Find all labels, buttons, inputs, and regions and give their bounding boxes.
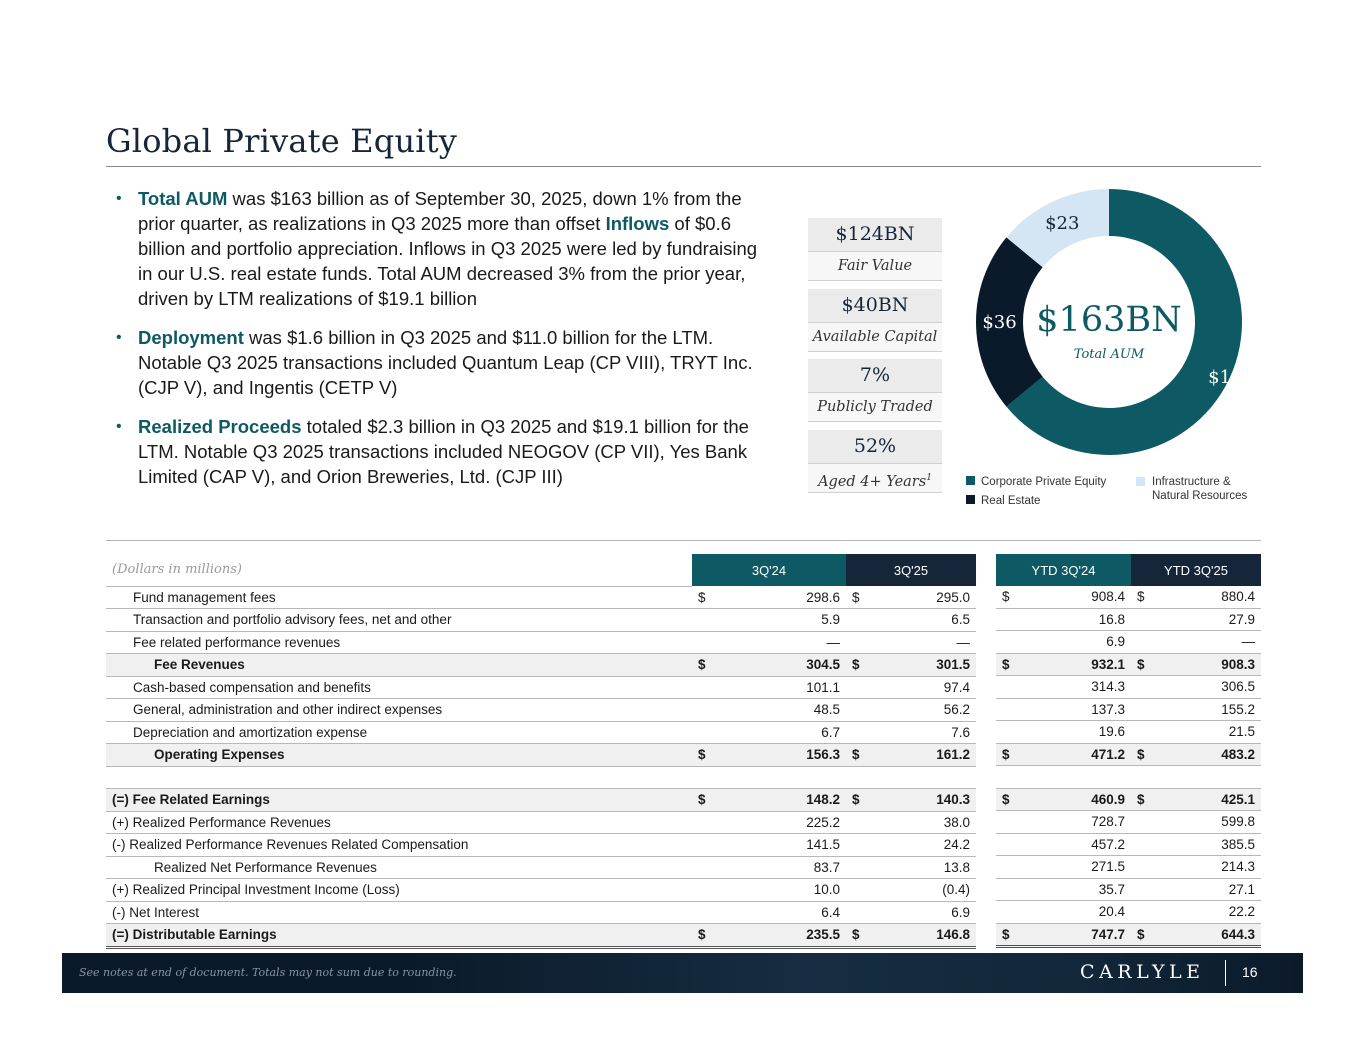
cell-value: 38.0 [870, 811, 976, 834]
bullet-dot-icon: • [116, 329, 122, 346]
stat-label: Fair Value [808, 251, 942, 281]
cell-value: 298.6 [716, 586, 846, 609]
cell-value: 225.2 [716, 811, 846, 834]
cell-value: 301.5 [870, 654, 976, 677]
table-row [106, 789, 976, 812]
bullet-aum [114, 186, 774, 311]
currency-symbol [846, 901, 870, 924]
stat-available-capital [808, 289, 942, 352]
table-row [106, 744, 976, 767]
table-row [996, 698, 1261, 721]
table-row [996, 833, 1261, 856]
bullet-text: was $163 billion as of September 30, 2025, down 1% from the prior quarter, as realizations in Q3 2025 more than offset [138, 188, 742, 234]
title-divider [106, 166, 1261, 167]
aum-donut-chart [950, 180, 1270, 460]
currency-symbol [692, 879, 716, 902]
carlyle-logo: CARLYLE [1080, 961, 1205, 983]
table-row [106, 609, 976, 632]
currency-symbol: $ [996, 653, 1020, 676]
currency-symbol [846, 834, 870, 857]
cell-value: 483.2 [1155, 743, 1261, 766]
donut-segment-label: $105 [1208, 367, 1254, 388]
cell-value [716, 766, 846, 789]
table-row [996, 586, 1261, 608]
currency-symbol [996, 676, 1020, 699]
currency-symbol: $ [846, 924, 870, 948]
cell-value: 148.2 [716, 789, 846, 812]
cell-value: 314.3 [1020, 676, 1131, 699]
bullet-text: of $0.6 billion and portfolio appreciation. Inflows in Q3 2025 were led by fundraising in our U.S. real estate funds. Total AUM decreased 3% from the prior year, driven by LTM realizations of $19.1 billion [138, 213, 758, 309]
cell-value: 6.4 [716, 901, 846, 924]
currency-symbol [996, 856, 1020, 879]
stat-value: $40BN [808, 289, 942, 322]
table-header-row [106, 554, 976, 586]
row-label: Cash-based compensation and benefits [106, 676, 692, 699]
cell-value: 7.6 [870, 721, 976, 744]
currency-symbol [692, 834, 716, 857]
currency-symbol [996, 878, 1020, 901]
table-row [106, 901, 976, 924]
table-row [996, 811, 1261, 834]
cell-value: 20.4 [1020, 901, 1131, 924]
cell-value: 271.5 [1020, 856, 1131, 879]
currency-symbol [692, 676, 716, 699]
bullet-dot-icon: • [116, 190, 122, 207]
table-row [996, 766, 1261, 789]
table-row [106, 766, 976, 789]
legend-swatch [1136, 477, 1145, 486]
table-row [996, 743, 1261, 766]
cell-value: 471.2 [1020, 743, 1131, 766]
table-row [106, 586, 976, 609]
row-label: Depreciation and amortization expense [106, 721, 692, 744]
column-header: 3Q'24 [692, 554, 846, 586]
bullet-highlight: Realized Proceeds [138, 416, 302, 437]
currency-symbol: $ [1131, 788, 1155, 811]
stat-publicly-traded [808, 359, 942, 422]
bullet-deployment [114, 325, 774, 400]
stat-label: Available Capital [808, 322, 942, 352]
cell-value [870, 766, 976, 789]
row-label: General, administration and other indirect expenses [106, 699, 692, 722]
currency-symbol [1131, 833, 1155, 856]
table-row [996, 788, 1261, 811]
stat-label: Publicly Traded [808, 392, 942, 422]
cell-value: (0.4) [870, 879, 976, 902]
cell-value: 235.5 [716, 924, 846, 948]
stat-aged [808, 430, 942, 493]
cell-value: 35.7 [1020, 878, 1131, 901]
footnote-marker: 1 [926, 473, 932, 483]
section-divider [106, 540, 1261, 541]
table-row [106, 879, 976, 902]
cell-value: 932.1 [1020, 653, 1131, 676]
cell-value: 5.9 [716, 609, 846, 632]
cell-value: — [1155, 631, 1261, 654]
cell-value [1020, 766, 1131, 789]
currency-symbol [692, 766, 716, 789]
page-number: 16 [1242, 964, 1258, 980]
stat-label-text: Aged 4+ Years [818, 473, 927, 490]
cell-value: 101.1 [716, 676, 846, 699]
table-header-row [996, 554, 1261, 586]
currency-symbol [1131, 856, 1155, 879]
donut-segment-label: $23 [1045, 212, 1080, 234]
cell-value: 908.3 [1155, 653, 1261, 676]
currency-symbol: $ [846, 744, 870, 767]
currency-symbol [1131, 878, 1155, 901]
cell-value: 385.5 [1155, 833, 1261, 856]
currency-symbol: $ [1131, 923, 1155, 947]
legend-swatch [966, 476, 975, 485]
currency-symbol [996, 811, 1020, 834]
currency-symbol [846, 766, 870, 789]
currency-symbol [1131, 901, 1155, 924]
currency-symbol [996, 901, 1020, 924]
bullet-highlight: Total AUM [138, 188, 228, 209]
row-label: Operating Expenses [106, 744, 692, 767]
currency-symbol: $ [846, 789, 870, 812]
currency-symbol: $ [846, 654, 870, 677]
financial-table-ytd [996, 554, 1261, 948]
cell-value: 16.8 [1020, 608, 1131, 631]
row-label: Transaction and portfolio advisory fees, net and other [106, 609, 692, 632]
cell-value: 214.3 [1155, 856, 1261, 879]
cell-value: 460.9 [1020, 788, 1131, 811]
cell-value: 22.2 [1155, 901, 1261, 924]
table-row [106, 631, 976, 654]
currency-symbol [692, 856, 716, 879]
currency-symbol: $ [846, 586, 870, 609]
stat-value: $124BN [808, 218, 942, 251]
currency-symbol: $ [692, 586, 716, 609]
cell-value [1155, 766, 1261, 789]
currency-symbol [846, 879, 870, 902]
column-header: YTD 3Q'25 [1131, 554, 1261, 586]
donut-segment-label: $36 [982, 312, 1017, 333]
cell-value: 140.3 [870, 789, 976, 812]
bullet-realized [114, 414, 774, 489]
currency-symbol [692, 609, 716, 632]
cell-value: — [870, 631, 976, 654]
cell-value: 27.9 [1155, 608, 1261, 631]
cell-value: 156.3 [716, 744, 846, 767]
column-header: 3Q'25 [846, 554, 976, 586]
table-row [106, 811, 976, 834]
cell-value: 295.0 [870, 586, 976, 609]
currency-symbol [846, 856, 870, 879]
currency-symbol [692, 721, 716, 744]
legend-swatch [966, 495, 975, 504]
currency-symbol: $ [692, 924, 716, 948]
table-row [996, 608, 1261, 631]
currency-symbol [996, 721, 1020, 744]
bullet-text: was $1.6 billion in Q3 2025 and $11.0 billion for the LTM. Notable Q3 2025 transactions included Quantum Leap (CP VIII), TRYT Inc. (CJP V), and Ingentis (CETP V) [138, 327, 753, 398]
bullet-highlight: Inflows [605, 213, 670, 234]
cell-value: 161.2 [870, 744, 976, 767]
footer-separator [1225, 960, 1226, 986]
cell-value: 6.7 [716, 721, 846, 744]
currency-symbol [692, 631, 716, 654]
cell-value: 137.3 [1020, 698, 1131, 721]
cell-value: 48.5 [716, 699, 846, 722]
cell-value: 83.7 [716, 856, 846, 879]
currency-symbol [1131, 721, 1155, 744]
currency-symbol [996, 698, 1020, 721]
currency-symbol [996, 631, 1020, 654]
currency-symbol: $ [996, 743, 1020, 766]
currency-symbol: $ [1131, 743, 1155, 766]
cell-value: 56.2 [870, 699, 976, 722]
bullet-dot-icon: • [116, 418, 122, 435]
row-label: Fee related performance revenues [106, 631, 692, 654]
currency-symbol [1131, 676, 1155, 699]
table-row [996, 923, 1261, 947]
cell-value: 97.4 [870, 676, 976, 699]
currency-symbol: $ [692, 654, 716, 677]
row-label: Fund management fees [106, 586, 692, 609]
cell-value: 457.2 [1020, 833, 1131, 856]
stat-fair-value [808, 218, 942, 281]
cell-value: 24.2 [870, 834, 976, 857]
table-row [996, 856, 1261, 879]
currency-symbol [1131, 698, 1155, 721]
legend-item-inr [1136, 475, 1247, 503]
currency-symbol [846, 676, 870, 699]
legend-item-cpe [966, 475, 1106, 489]
currency-symbol: $ [996, 586, 1020, 608]
currency-symbol [846, 721, 870, 744]
table-row [996, 721, 1261, 744]
table-row [996, 631, 1261, 654]
row-label: (+) Realized Performance Revenues [106, 811, 692, 834]
table-row [996, 653, 1261, 676]
stat-label [808, 463, 942, 493]
row-label: (-) Realized Performance Revenues Related Compensation [106, 834, 692, 857]
cell-value: 6.9 [1020, 631, 1131, 654]
cell-value: 10.0 [716, 879, 846, 902]
currency-symbol [1131, 608, 1155, 631]
table-caption: (Dollars in millions) [106, 554, 692, 586]
footer-note: See notes at end of document. Totals may not sum due to rounding. [79, 966, 457, 979]
summary-bullets [114, 186, 774, 503]
cell-value: 141.5 [716, 834, 846, 857]
financial-table-quarter [106, 554, 976, 949]
cell-value: 599.8 [1155, 811, 1261, 834]
cell-value: 728.7 [1020, 811, 1131, 834]
cell-value: 19.6 [1020, 721, 1131, 744]
currency-symbol [996, 833, 1020, 856]
currency-symbol [692, 901, 716, 924]
currency-symbol [692, 811, 716, 834]
table-row [106, 654, 976, 677]
currency-symbol [846, 699, 870, 722]
table-row [996, 676, 1261, 699]
currency-symbol [692, 699, 716, 722]
currency-symbol [1131, 811, 1155, 834]
cell-value: 6.5 [870, 609, 976, 632]
currency-symbol [846, 631, 870, 654]
table-row [106, 924, 976, 948]
currency-symbol: $ [996, 923, 1020, 947]
cell-value: 146.8 [870, 924, 976, 948]
cell-value: 425.1 [1155, 788, 1261, 811]
column-header: YTD 3Q'24 [996, 554, 1131, 586]
table-row [996, 901, 1261, 924]
legend-label: Natural Resources [1152, 490, 1248, 502]
row-label: Fee Revenues [106, 654, 692, 677]
stat-value: 52% [808, 430, 942, 463]
bullet-text: totaled $2.3 billion in Q3 2025 and $19.1 billion for the LTM. Notable Q3 2025 transactions included NEOGOV (CP VII), Yes Bank Limited (CAP V), and Orion Breweries, Ltd. (CJP III) [138, 416, 749, 487]
cell-value: 155.2 [1155, 698, 1261, 721]
donut-center-label: Total AUM [1073, 347, 1145, 362]
legend-item-re [966, 494, 1040, 508]
table-row [106, 699, 976, 722]
currency-symbol: $ [692, 789, 716, 812]
bullet-highlight: Deployment [138, 327, 244, 348]
table-row [106, 834, 976, 857]
table-row [106, 856, 976, 879]
table-row [996, 878, 1261, 901]
cell-value: 6.9 [870, 901, 976, 924]
legend-label: Corporate Private Equity [981, 476, 1107, 488]
cell-value: 306.5 [1155, 676, 1261, 699]
row-label: (-) Net Interest [106, 901, 692, 924]
currency-symbol: $ [1131, 653, 1155, 676]
currency-symbol [1131, 766, 1155, 789]
currency-symbol [996, 608, 1020, 631]
cell-value: 21.5 [1155, 721, 1261, 744]
currency-symbol [846, 609, 870, 632]
cell-value: 747.7 [1020, 923, 1131, 947]
donut-center-value: $163BN [1036, 300, 1182, 340]
currency-symbol [846, 811, 870, 834]
cell-value: 644.3 [1155, 923, 1261, 947]
cell-value: 27.1 [1155, 878, 1261, 901]
row-label: (+) Realized Principal Investment Income (Loss) [106, 879, 692, 902]
legend-label: Infrastructure & [1152, 476, 1231, 488]
footer-bar [62, 953, 1303, 993]
stat-value: 7% [808, 359, 942, 392]
currency-symbol [1131, 631, 1155, 654]
currency-symbol: $ [996, 788, 1020, 811]
currency-symbol: $ [692, 744, 716, 767]
currency-symbol: $ [1131, 586, 1155, 608]
cell-value: 908.4 [1020, 586, 1131, 608]
cell-value: — [716, 631, 846, 654]
table-row [106, 676, 976, 699]
row-label: (=) Distributable Earnings [106, 924, 692, 948]
row-label: (=) Fee Related Earnings [106, 789, 692, 812]
row-label: Realized Net Performance Revenues [106, 856, 692, 879]
cell-value: 880.4 [1155, 586, 1261, 608]
table-row [106, 721, 976, 744]
legend-label: Real Estate [981, 495, 1041, 507]
cell-value: 304.5 [716, 654, 846, 677]
currency-symbol [996, 766, 1020, 789]
row-label [106, 766, 692, 789]
page-title: Global Private Equity [106, 122, 458, 160]
cell-value: 13.8 [870, 856, 976, 879]
